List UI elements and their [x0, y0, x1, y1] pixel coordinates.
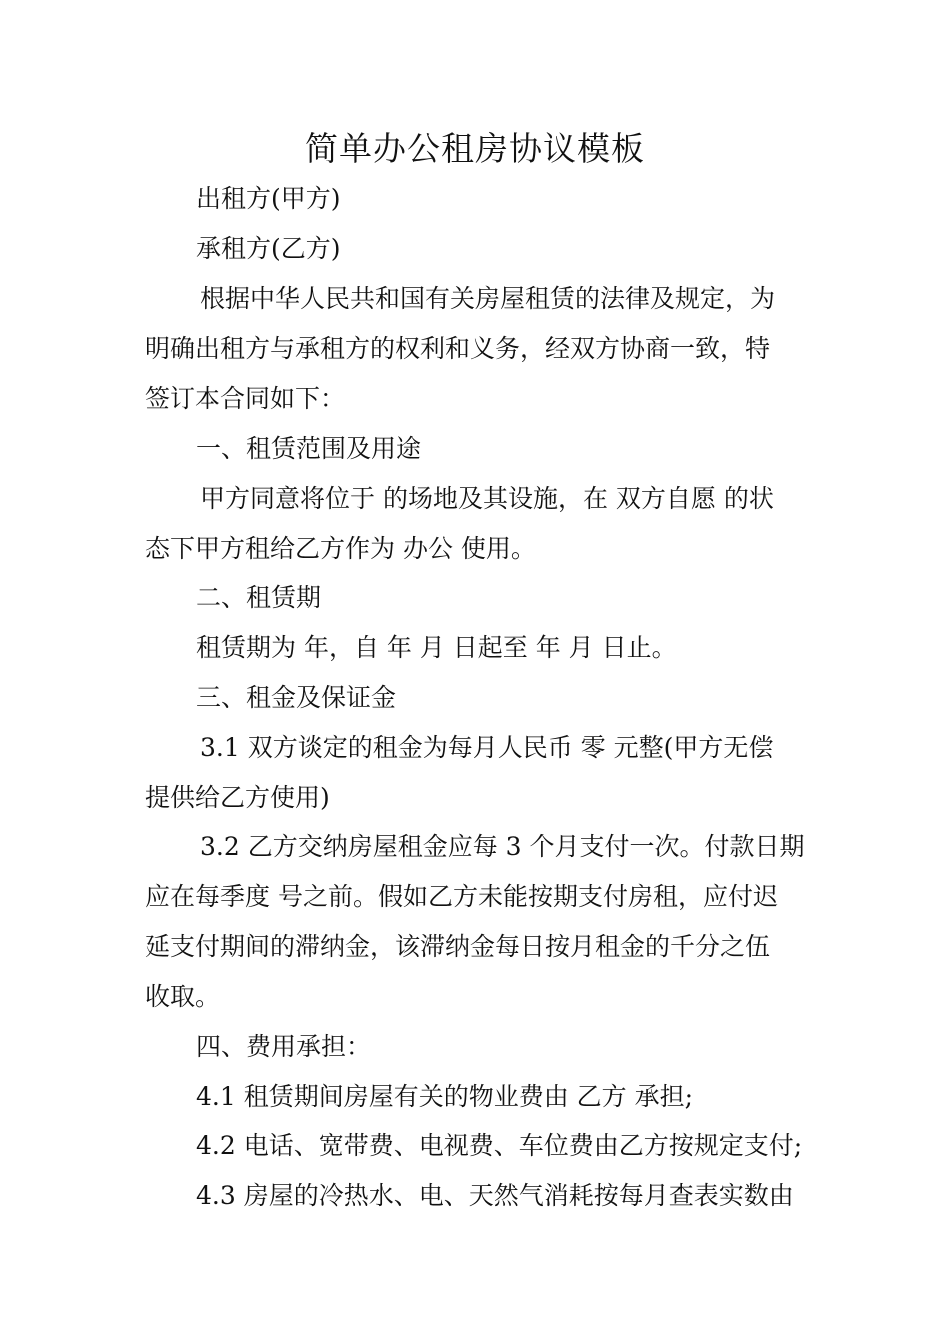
preamble-line-1: 根据中华人民共和国有关房屋租赁的法律及规定，为 [200, 284, 776, 313]
section-4-heading: 四、费用承担： [196, 1032, 372, 1061]
clause-3-2-line-1: 3.2 乙方交纳房屋租金应每 3 个月支付一次。付款日期 [200, 832, 805, 861]
section-2-heading: 二、租赁期 [196, 583, 322, 612]
lessor-line: 出租方(甲方) [196, 184, 341, 213]
clause-3-2-line-2: 应在每季度 号之前。假如乙方未能按期支付房租，应付迟 [145, 882, 778, 911]
clause-4-2-line: 4.2 电话、宽带费、电视费、车位费由乙方按规定支付; [196, 1131, 803, 1160]
clause-3-2-line-3: 延支付期间的滞纳金，该滞纳金每日按月租金的千分之伍 [145, 932, 771, 961]
section-1-heading: 一、租赁范围及用途 [196, 434, 422, 463]
preamble-line-3: 签订本合同如下： [145, 384, 346, 413]
clause-3-1-line-1: 3.1 双方谈定的租金为每月人民币 零 元整(甲方无偿 [200, 733, 774, 762]
clause-4-3-line: 4.3 房屋的冷热水、电、天然气消耗按每月查表实数由 [196, 1181, 794, 1210]
preamble-line-2: 明确出租方与承租方的权利和义务，经双方协商一致，特 [145, 334, 771, 363]
document-title: 简单办公租房协议模板 [305, 129, 645, 168]
section-3-heading: 三、租金及保证金 [196, 683, 397, 712]
lessee-line: 承租方(乙方) [196, 234, 341, 263]
section-2-line-1: 租赁期为 年，自 年 月 日起至 年 月 日止。 [196, 633, 677, 662]
section-1-line-1: 甲方同意将位于 的场地及其设施，在 双方自愿 的状 [200, 484, 774, 513]
section-1-line-2: 态下甲方租给乙方作为 办公 使用。 [145, 534, 536, 563]
clause-3-2-line-4: 收取。 [145, 982, 221, 1011]
clause-3-1-line-2: 提供给乙方使用) [145, 783, 330, 812]
clause-4-1-line: 4.1 租赁期间房屋有关的物业费由 乙方 承担; [196, 1082, 694, 1111]
